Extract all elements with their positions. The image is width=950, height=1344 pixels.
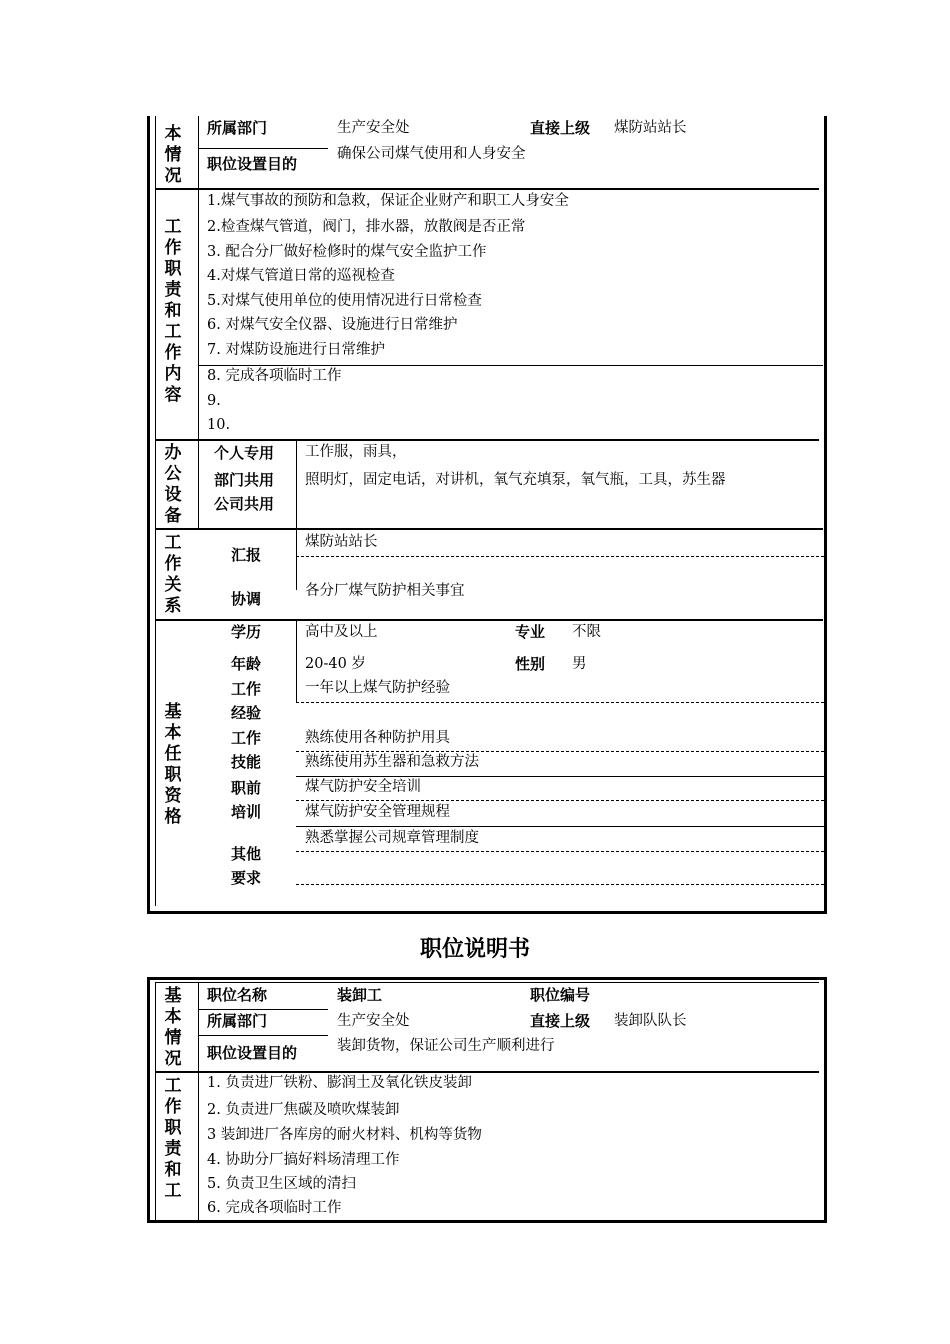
t2-duty-item: 2. 负责进厂焦碳及喷吹煤装卸 bbox=[207, 1102, 400, 1118]
section-duties: 工作职责和工作内容 bbox=[164, 217, 182, 405]
t2-name-value: 装卸工 bbox=[337, 986, 383, 1004]
duty-item: 2.检查煤气管道，阀门，排水器，放散阀是否正常 bbox=[207, 219, 526, 235]
gender-label: 性别 bbox=[515, 655, 546, 673]
t2-superior-value: 装卸队队长 bbox=[614, 1013, 687, 1029]
skill-label: 技能 bbox=[231, 753, 262, 771]
duty-item: 4.对煤气管道日常的巡视检查 bbox=[207, 268, 395, 284]
t2-name-label: 职位名称 bbox=[207, 986, 268, 1004]
table1-right-border bbox=[824, 116, 827, 914]
train-value: 煤气防护安全管理规程 bbox=[305, 804, 450, 820]
equip-personal-label: 个人专用 bbox=[214, 444, 275, 462]
edu-value: 高中及以上 bbox=[305, 624, 378, 640]
other-value: 熟悉掌握公司规章管理制度 bbox=[305, 830, 479, 846]
duty-item: 3. 配合分厂做好检修时的煤气安全监护工作 bbox=[207, 244, 487, 260]
section-qualifications: 基本任职资格 bbox=[164, 702, 182, 827]
t2-duty-item: 6. 完成各项临时工作 bbox=[207, 1200, 342, 1216]
purpose-label: 职位设置目的 bbox=[207, 155, 298, 173]
superior-value: 煤防站站长 bbox=[614, 120, 687, 136]
skill-value: 熟练使用各种防护用具 bbox=[305, 730, 450, 746]
equip-personal-value: 工作服，雨具， bbox=[305, 444, 407, 460]
duty-item: 8. 完成各项临时工作 bbox=[207, 368, 342, 384]
gender-value: 男 bbox=[572, 656, 587, 672]
duty-item: 1.煤气事故的预防和急救，保证企业财产和职工人身安全 bbox=[207, 193, 569, 209]
t2-code-label: 职位编号 bbox=[530, 986, 591, 1004]
major-value: 不限 bbox=[572, 624, 601, 640]
dept-value: 生产安全处 bbox=[337, 120, 410, 136]
coord-label: 协调 bbox=[231, 590, 262, 608]
t2-superior-label: 直接上级 bbox=[530, 1012, 591, 1030]
duty-item: 5.对煤气使用单位的使用情况进行日常检查 bbox=[207, 293, 482, 309]
edu-label: 学历 bbox=[231, 623, 262, 641]
equip-dept-value: 照明灯，固定电话，对讲机，氧气充填泵，氧气瓶，工具，苏生器 bbox=[305, 472, 726, 488]
duty-item: 9. bbox=[207, 393, 221, 409]
t2-section-duties: 工作职责和工 bbox=[164, 1076, 182, 1201]
report-label: 汇报 bbox=[231, 546, 262, 564]
equip-dept-label: 部门共用 bbox=[214, 471, 275, 489]
equip-company-label: 公司共用 bbox=[214, 495, 275, 513]
duty-item: 10. bbox=[207, 417, 231, 433]
duty-item: 6. 对煤气安全仪器、设施进行日常维护 bbox=[207, 317, 458, 333]
other-label: 其他 bbox=[231, 845, 262, 863]
duty-item: 7. 对煤防设施进行日常维护 bbox=[207, 342, 385, 358]
section-relations: 工作关系 bbox=[164, 533, 182, 616]
t2-section-basic-info: 基本情况 bbox=[164, 986, 182, 1069]
age-value: 20-40 岁 bbox=[305, 656, 366, 672]
train-value: 煤气防护安全培训 bbox=[305, 779, 421, 795]
dept-label: 所属部门 bbox=[207, 119, 268, 137]
train-label: 培训 bbox=[231, 803, 262, 821]
report-value: 煤防站站长 bbox=[305, 534, 378, 550]
exp-label: 经验 bbox=[231, 704, 262, 722]
t2-duty-item: 3 装卸进厂各库房的耐火材料、机构等货物 bbox=[207, 1127, 482, 1143]
doc-title: 职位说明书 bbox=[419, 937, 530, 962]
skill-value: 熟练使用苏生器和急救方法 bbox=[305, 754, 479, 770]
section-equipment: 办公设备 bbox=[164, 443, 182, 526]
train-label: 职前 bbox=[231, 779, 262, 797]
t2-purpose-value: 装卸货物，保证公司生产顺利进行 bbox=[337, 1038, 555, 1054]
exp-value: 一年以上煤气防护经验 bbox=[305, 680, 450, 696]
skill-label: 工作 bbox=[231, 729, 262, 747]
t2-duty-item: 4. 协助分厂搞好料场清理工作 bbox=[207, 1152, 400, 1168]
t2-purpose-label: 职位设置目的 bbox=[207, 1044, 298, 1062]
t2-duty-item: 5. 负责卫生区域的清扫 bbox=[207, 1176, 356, 1192]
other-label: 要求 bbox=[231, 869, 262, 887]
coord-value: 各分厂煤气防护相关事宜 bbox=[305, 583, 465, 599]
superior-label: 直接上级 bbox=[530, 119, 591, 137]
t2-duty-item: 1. 负责进厂铁粉、膨润土及氧化铁皮装卸 bbox=[207, 1075, 472, 1091]
age-label: 年龄 bbox=[231, 655, 262, 673]
table1-left-border bbox=[147, 116, 150, 914]
section-basic-info: 本情况 bbox=[164, 124, 182, 186]
t2-dept-label: 所属部门 bbox=[207, 1012, 268, 1030]
t2-dept-value: 生产安全处 bbox=[337, 1013, 410, 1029]
purpose-value: 确保公司煤气使用和人身安全 bbox=[337, 146, 526, 162]
exp-label: 工作 bbox=[231, 680, 262, 698]
major-label: 专业 bbox=[515, 623, 546, 641]
